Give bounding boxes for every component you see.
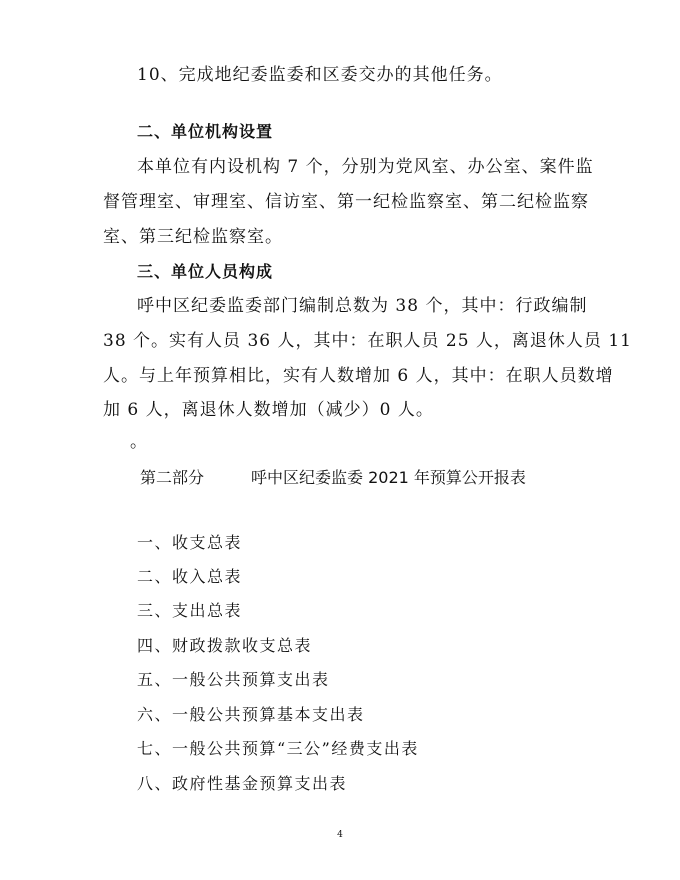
duty-item-10: 10、完成地纪委监委和区委交办的其他任务。 xyxy=(137,65,503,85)
toc-item: 三、支出总表 xyxy=(137,601,243,620)
toc-item: 六、一般公共预算基本支出表 xyxy=(137,705,365,724)
toc-item: 八、政府性基金预算支出表 xyxy=(137,774,348,793)
part-two-label: 第二部分 xyxy=(140,468,205,487)
toc-item: 五、一般公共预算支出表 xyxy=(137,670,330,689)
organization-paragraph-line: 室、第三纪检监察室。 xyxy=(103,227,283,247)
page-number: 4 xyxy=(337,830,343,840)
section-heading-organization: 二、单位机构设置 xyxy=(137,122,274,141)
stray-punctuation: 。 xyxy=(130,432,148,452)
toc-item: 一、收支总表 xyxy=(137,533,243,552)
staffing-paragraph-line: 人。与上年预算相比，实有人数增加 6 人，其中：在职人员数增 xyxy=(103,366,614,386)
organization-paragraph-line: 本单位有内设机构 7 个，分别为党风室、办公室、案件监 xyxy=(137,157,594,177)
staffing-paragraph-line: 呼中区纪委监委部门编制总数为 38 个，其中：行政编制 xyxy=(137,296,588,316)
organization-paragraph-line: 督管理室、审理室、信访室、第一纪检监察室、第二纪检监察 xyxy=(103,192,589,212)
toc-item: 二、收入总表 xyxy=(137,567,243,586)
toc-item: 七、一般公共预算“三公”经费支出表 xyxy=(137,739,419,758)
section-heading-staffing: 三、单位人员构成 xyxy=(137,262,274,281)
toc-item: 四、财政拨款收支总表 xyxy=(137,636,313,655)
staffing-paragraph-line: 加 6 人，离退休人数增加（减少）0 人。 xyxy=(103,400,434,420)
staffing-paragraph-line: 38 个。实有人员 36 人，其中：在职人员 25 人，离退休人员 11 xyxy=(103,331,632,351)
part-two-title: 呼中区纪委监委 2021 年预算公开报表 xyxy=(251,468,526,487)
